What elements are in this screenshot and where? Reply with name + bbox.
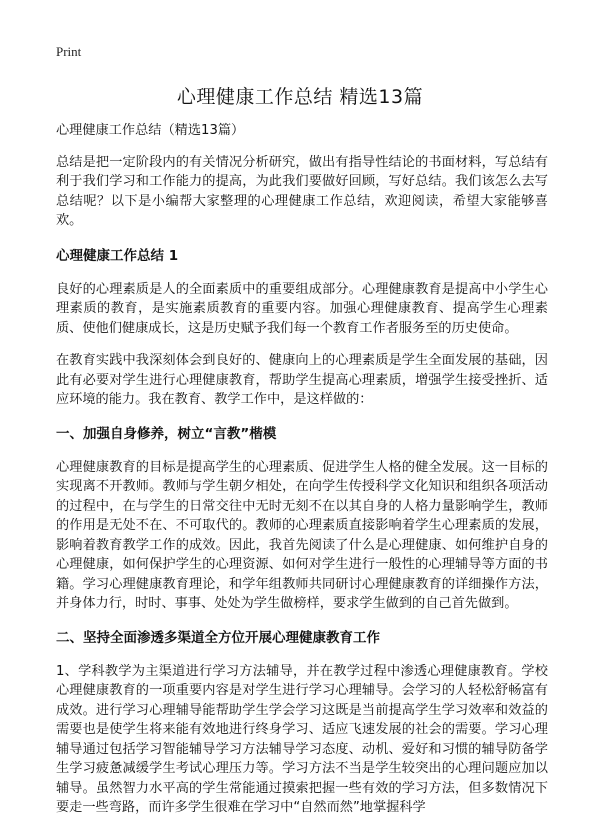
article-subtitle: 心理健康工作总结（精选13篇） bbox=[56, 123, 245, 138]
paragraph: 在教育实践中我深刻体会到良好的、健康向上的心理素质是学生全面发展的基础，因此有必要对学生进行心理健康教育，帮助学生提高心理素质，增强学生接受挫折、适应环境的能力。我在教育、教学工作中，是这样做的： bbox=[56, 353, 548, 407]
paragraph: 心理健康教育的目标是提高学生的心理素质、促进学生人格的健全发展。这一目标的实现离不开教师。教师与学生朝夕相处，在向学生传授科学文化知识和组织各项活动的过程中，在与学生的日常交往中无时无刻不在以其自身的人格力量影响学生，教师的作用是无处不在、不可取代的。教师的心理素质直接影响着学生心理素质的发展，影响着教育教学工作的成效。因此，我首先阅读了什么是心理健康、如何维护自身的心理健康，如何保护学生的心理资源、如何对学生进行一般性的心理辅导等方面的书籍。学习心理健康教育理论，和学年组教师共同研讨心理健康教育的详细操作方法，并身体力行，时时、事事、处处为学生做榜样，要求学生做到的自己首先做到。 bbox=[56, 459, 548, 611]
subsection-heading: 一、加强自身修养，树立“言教”楷模 bbox=[56, 425, 277, 442]
page-title: 心理健康工作总结 精选13篇 bbox=[176, 86, 424, 108]
paragraph: 良好的心理素质是人的全面素质中的重要组成部分。心理健康教育是提高中小学生心理素质的教育，是实施素质教育的重要内容。加强心理健康教育、提高学生心理素质、使他们健康成长，这是历史赋予我们每一个教育工作者服务至的历史使命。 bbox=[56, 281, 548, 336]
print-link[interactable]: Print bbox=[56, 44, 82, 59]
paragraph: 1、学科教学为主渠道进行学习方法辅导，并在教学过程中渗透心理健康教育。学校心理健康教育的一项重要内容是对学生进行学习心理辅导。会学习的人轻松舒畅富有成效。进行学习心理辅导能帮助学生学会学习这既是当前提高学生学习效率和效益的需要也是使学生将来能有效地进行终身学习、适应飞速发展的社会的需要。学习心理辅导通过包括学习智能辅导学习方法辅导学习态度、动机、爱好和习惯的辅导防备学生学习疲惫减缓学生考试心理压力等。学习方法不当是学生较突出的心理问题应加以辅导。虽然智力水平高的学生常能通过摸索把握一些有效的学习方法，但多数情况下要走一些弯路，而许多学生很难在学习中“自然而然”地掌握科学 bbox=[56, 663, 548, 815]
section-heading: 心理健康工作总结 1 bbox=[56, 247, 179, 264]
article-body bbox=[56, 121, 548, 818]
subsection-heading: 二、坚持全面渗透多渠道全方位开展心理健康教育工作 bbox=[56, 629, 380, 646]
intro-paragraph: 总结是把一定阶段内的有关情况分析研究，做出有指导性结论的书面材料，写总结有利于我们学习和工作能力的提高，为此我们要做好回顾，写好总结。我们该怎么去写总结呢？以下是小编帮大家整理的心理健康工作总结，欢迎阅读，希望大家能够喜欢。 bbox=[56, 154, 548, 228]
